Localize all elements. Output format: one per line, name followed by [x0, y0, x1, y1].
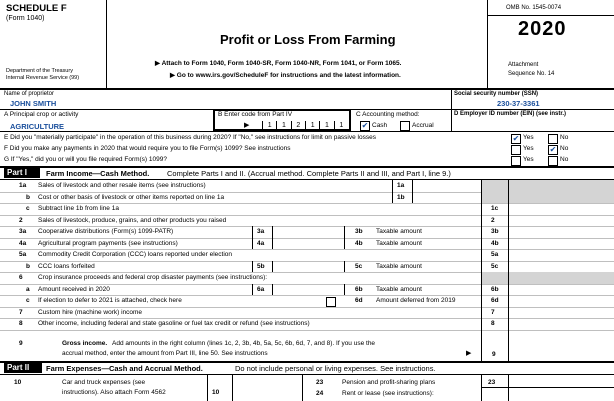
mid-line-number: 6d	[355, 297, 363, 304]
code-digit: 1	[276, 121, 290, 130]
line-c-label: C Accounting method:	[356, 111, 420, 118]
part2-heading: Farm Expenses—Cash and Accrual Method.	[46, 364, 203, 373]
line-a-label: A Principal crop or activity	[4, 111, 79, 118]
line-text: CCC loans forfeited	[38, 262, 95, 270]
line-number: c	[26, 297, 30, 304]
sequence-label: Sequence No. 14	[508, 71, 555, 77]
line-24-num: 24	[316, 390, 324, 397]
line-text: Sales of livestock and other resale items (see instructions)	[38, 182, 206, 189]
amount-field[interactable]	[273, 284, 343, 296]
line-number: 2	[19, 216, 23, 224]
box-label: 5b	[257, 262, 265, 270]
shaded-cell	[509, 272, 614, 284]
part1-heading: Farm Income—Cash Method.	[46, 169, 150, 178]
cash-checkbox[interactable]: ✔	[361, 121, 369, 130]
part2-tab: Part II	[4, 363, 42, 373]
line-text: Other income, including federal and state gasoline or fuel tax credit or refund (see instructions)	[38, 320, 310, 327]
mid-line-number: 3b	[355, 228, 363, 235]
right-box-label: 2	[491, 216, 495, 224]
code-digit: 2	[291, 121, 305, 130]
line-text: Subtract line 1b from line 1a	[38, 205, 119, 212]
schedule-name: SCHEDULE F	[6, 3, 67, 14]
shaded-cell	[509, 180, 614, 192]
line-9-amount-field[interactable]	[509, 349, 613, 360]
right-amount-field[interactable]	[509, 295, 613, 307]
code-digit: 1	[305, 121, 319, 130]
accrual-label: Accrual	[412, 122, 434, 129]
line-f-text: F Did you make any payments in 2020 that would require you to file Form(s) 1099? See instructions	[4, 145, 291, 152]
line-23-num: 23	[316, 379, 324, 386]
mid-line-text: Amount deferred from 2019	[376, 297, 456, 304]
arrow-icon: ▶	[244, 122, 250, 129]
amount-field[interactable]	[413, 192, 481, 204]
tax-year: 2020	[518, 18, 567, 40]
box-divider	[252, 226, 253, 238]
right-amount-field[interactable]	[509, 226, 613, 238]
line-e-text: E Did you "materially participate" in the operation of this business during 2020? If "No," see instructions for limit on passive losses	[4, 134, 376, 141]
code-digit: 1	[334, 121, 348, 130]
line-9-bold: Gross income.	[62, 340, 108, 347]
amount-field[interactable]	[413, 180, 481, 192]
line-10-text2: instructions). Also attach Form 4562	[62, 389, 166, 396]
right-box-label: 8	[491, 320, 495, 327]
shaded-cell	[482, 272, 508, 284]
shaded-cell	[482, 192, 508, 204]
defer-election-checkbox[interactable]	[326, 297, 336, 307]
line-g-text: G If "Yes," did you or will you file required Form(s) 1099?	[4, 156, 167, 163]
line-g-no-label: No	[560, 156, 569, 163]
box-divider	[344, 284, 345, 296]
omb-number: OMB No. 1545-0074	[506, 5, 562, 11]
form-ref: (Form 1040)	[6, 15, 45, 22]
ssn-label: Social security number (SSN)	[454, 91, 539, 97]
right-amount-field[interactable]	[509, 249, 613, 261]
mid-line-text: Taxable amount	[376, 228, 422, 235]
line-text: Crop insurance proceeds and federal crop disaster payments (see instructions):	[38, 274, 268, 281]
line-text: Amount received in 2020	[38, 285, 110, 293]
ein-field[interactable]	[454, 121, 610, 130]
code-digit: 1	[262, 121, 276, 130]
shaded-cell	[482, 180, 508, 192]
ssn-field[interactable]: 230-37-3361	[497, 99, 540, 108]
line-b-label: B Enter code from Part IV	[218, 111, 293, 118]
box-divider	[344, 261, 345, 273]
part1-subheading: Complete Parts I and II. (Accrual method. Complete Parts II and III, and Part I, line 9.)	[167, 169, 451, 178]
box-divider	[392, 180, 393, 192]
right-box-label: 6d	[491, 297, 499, 304]
row-divider	[0, 330, 614, 331]
amount-field[interactable]	[273, 226, 343, 238]
line-10-num: 10	[14, 379, 22, 386]
mid-line-number: 5c	[355, 262, 363, 270]
line-number: 1a	[19, 182, 27, 189]
right-amount-field[interactable]	[509, 238, 613, 250]
line-number: 4a	[19, 239, 27, 247]
box-divider	[392, 192, 393, 204]
box-divider	[252, 261, 253, 273]
line-g-no-checkbox[interactable]	[548, 156, 558, 166]
principal-crop-field[interactable]: AGRICULTURE	[10, 122, 65, 131]
line-text: Agricultural program payments (see instructions)	[38, 239, 178, 247]
dept-line2: Internal Revenue Service (99)	[6, 75, 80, 81]
line-23-text: Pension and profit-sharing plans	[342, 379, 436, 386]
line-10-box-label: 10	[212, 389, 220, 396]
name-label: Name of proprietor	[4, 91, 55, 97]
box-label: 1b	[397, 193, 405, 201]
shaded-cell	[509, 192, 614, 204]
right-amount-field[interactable]	[509, 307, 613, 319]
box-label: 1a	[397, 182, 405, 189]
box-label: 4a	[257, 239, 265, 247]
mid-line-number: 6b	[355, 285, 363, 293]
line-number: 7	[19, 308, 23, 316]
mid-line-number: 4b	[355, 239, 363, 247]
line-number: a	[26, 285, 30, 293]
line-d-label: D Employer ID number (EIN) (see instr.)	[454, 111, 567, 117]
line-number: b	[26, 262, 30, 270]
code-digit: 1	[319, 121, 333, 130]
box-divider	[344, 238, 345, 250]
line-f-no-label: No	[560, 145, 569, 152]
dept-line1: Department of the Treasury	[6, 68, 73, 74]
line-number: 3a	[19, 228, 27, 235]
line-9-text1: Add amounts in the right column (lines 1c, 2, 3b, 4b, 5a, 5c, 6b, 6d, 7, and 8). If you use the	[112, 340, 376, 347]
proprietor-name-field[interactable]: JOHN SMITH	[10, 99, 57, 108]
right-box-label: 4b	[491, 239, 499, 247]
line-e-yes-label: Yes	[523, 134, 534, 141]
line-10-amount-field[interactable]	[233, 384, 301, 398]
line-text: Commodity Credit Corporation (CCC) loans reported under election	[38, 251, 233, 258]
part2-subheading: Do not include personal or living expenses. See instructions.	[235, 364, 436, 373]
line-f-yes-checkbox[interactable]	[511, 145, 521, 155]
accrual-checkbox[interactable]	[400, 121, 410, 131]
activity-code-field[interactable]	[262, 121, 348, 130]
line-text: If election to defer to 2021 is attached, check here	[38, 297, 182, 304]
right-box-label: 7	[491, 308, 495, 316]
line-text: Cooperative distributions (Form(s) 1099-PATR)	[38, 228, 174, 235]
right-box-label: 6b	[491, 285, 499, 293]
line-g-yes-label: Yes	[523, 156, 534, 163]
line-number: 8	[19, 320, 23, 327]
box-divider	[344, 226, 345, 238]
right-amount-field[interactable]	[509, 215, 613, 227]
right-amount-field[interactable]	[509, 318, 613, 330]
mid-line-text: Taxable amount	[376, 262, 422, 270]
box-label: 6a	[257, 285, 265, 293]
line-f-no-checkbox[interactable]: ✔	[549, 145, 557, 154]
line-text: Cost or other basis of livestock or other items reported on line 1a	[38, 193, 225, 201]
line-e-no-checkbox[interactable]	[548, 134, 558, 144]
goto-instruction: ▶ Go to www.irs.gov/ScheduleF for instructions and the latest information.	[170, 72, 401, 79]
right-box-label: 5c	[491, 262, 499, 270]
cash-label: Cash	[372, 122, 388, 129]
right-amount-field[interactable]	[509, 261, 613, 273]
attachment-label: Attachment	[508, 62, 539, 68]
line-g-yes-checkbox[interactable]	[511, 156, 521, 166]
line-number: 6	[19, 274, 23, 281]
line-9-box-label: 9	[492, 351, 496, 358]
mid-line-text: Taxable amount	[376, 285, 422, 293]
right-box-label: 3b	[491, 228, 499, 235]
mid-line-text: Taxable amount	[376, 239, 422, 247]
right-box-label: 5a	[491, 251, 499, 258]
line-9-num: 9	[19, 340, 23, 347]
box-label: 3a	[257, 228, 265, 235]
line-f-yes-label: Yes	[523, 145, 534, 152]
amount-field[interactable]	[273, 261, 343, 273]
line-text: Sales of livestock, produce, grains, and other products you raised	[38, 216, 227, 224]
line-9-arrow-icon: ▶	[466, 350, 472, 357]
line-e-yes-checkbox[interactable]: ✔	[512, 134, 520, 143]
line-number: c	[26, 205, 30, 212]
line-text: Custom hire (machine work) income	[38, 308, 143, 316]
line-23-box-label: 23	[488, 379, 496, 386]
box-divider	[252, 238, 253, 250]
right-amount-field[interactable]	[509, 284, 613, 296]
line-9-text2: accrual method, enter the amount from Part III, line 50. See instructions	[62, 350, 268, 357]
line-number: 5a	[19, 251, 27, 258]
line-e-no-label: No	[560, 134, 569, 141]
right-box-label: 1c	[491, 205, 499, 212]
line-10-text1: Car and truck expenses (see	[62, 379, 146, 386]
line-number: b	[26, 193, 30, 201]
attach-instruction: ▶ Attach to Form 1040, Form 1040-SR, Form 1040-NR, Form 1041, or Form 1065.	[155, 60, 402, 67]
box-divider	[252, 284, 253, 296]
right-amount-field[interactable]	[509, 203, 613, 215]
part1-tab: Part I	[4, 168, 40, 178]
amount-field[interactable]	[273, 238, 343, 250]
form-title: Profit or Loss From Farming	[220, 32, 396, 47]
line-24-text: Rent or lease (see instructions):	[342, 390, 434, 397]
